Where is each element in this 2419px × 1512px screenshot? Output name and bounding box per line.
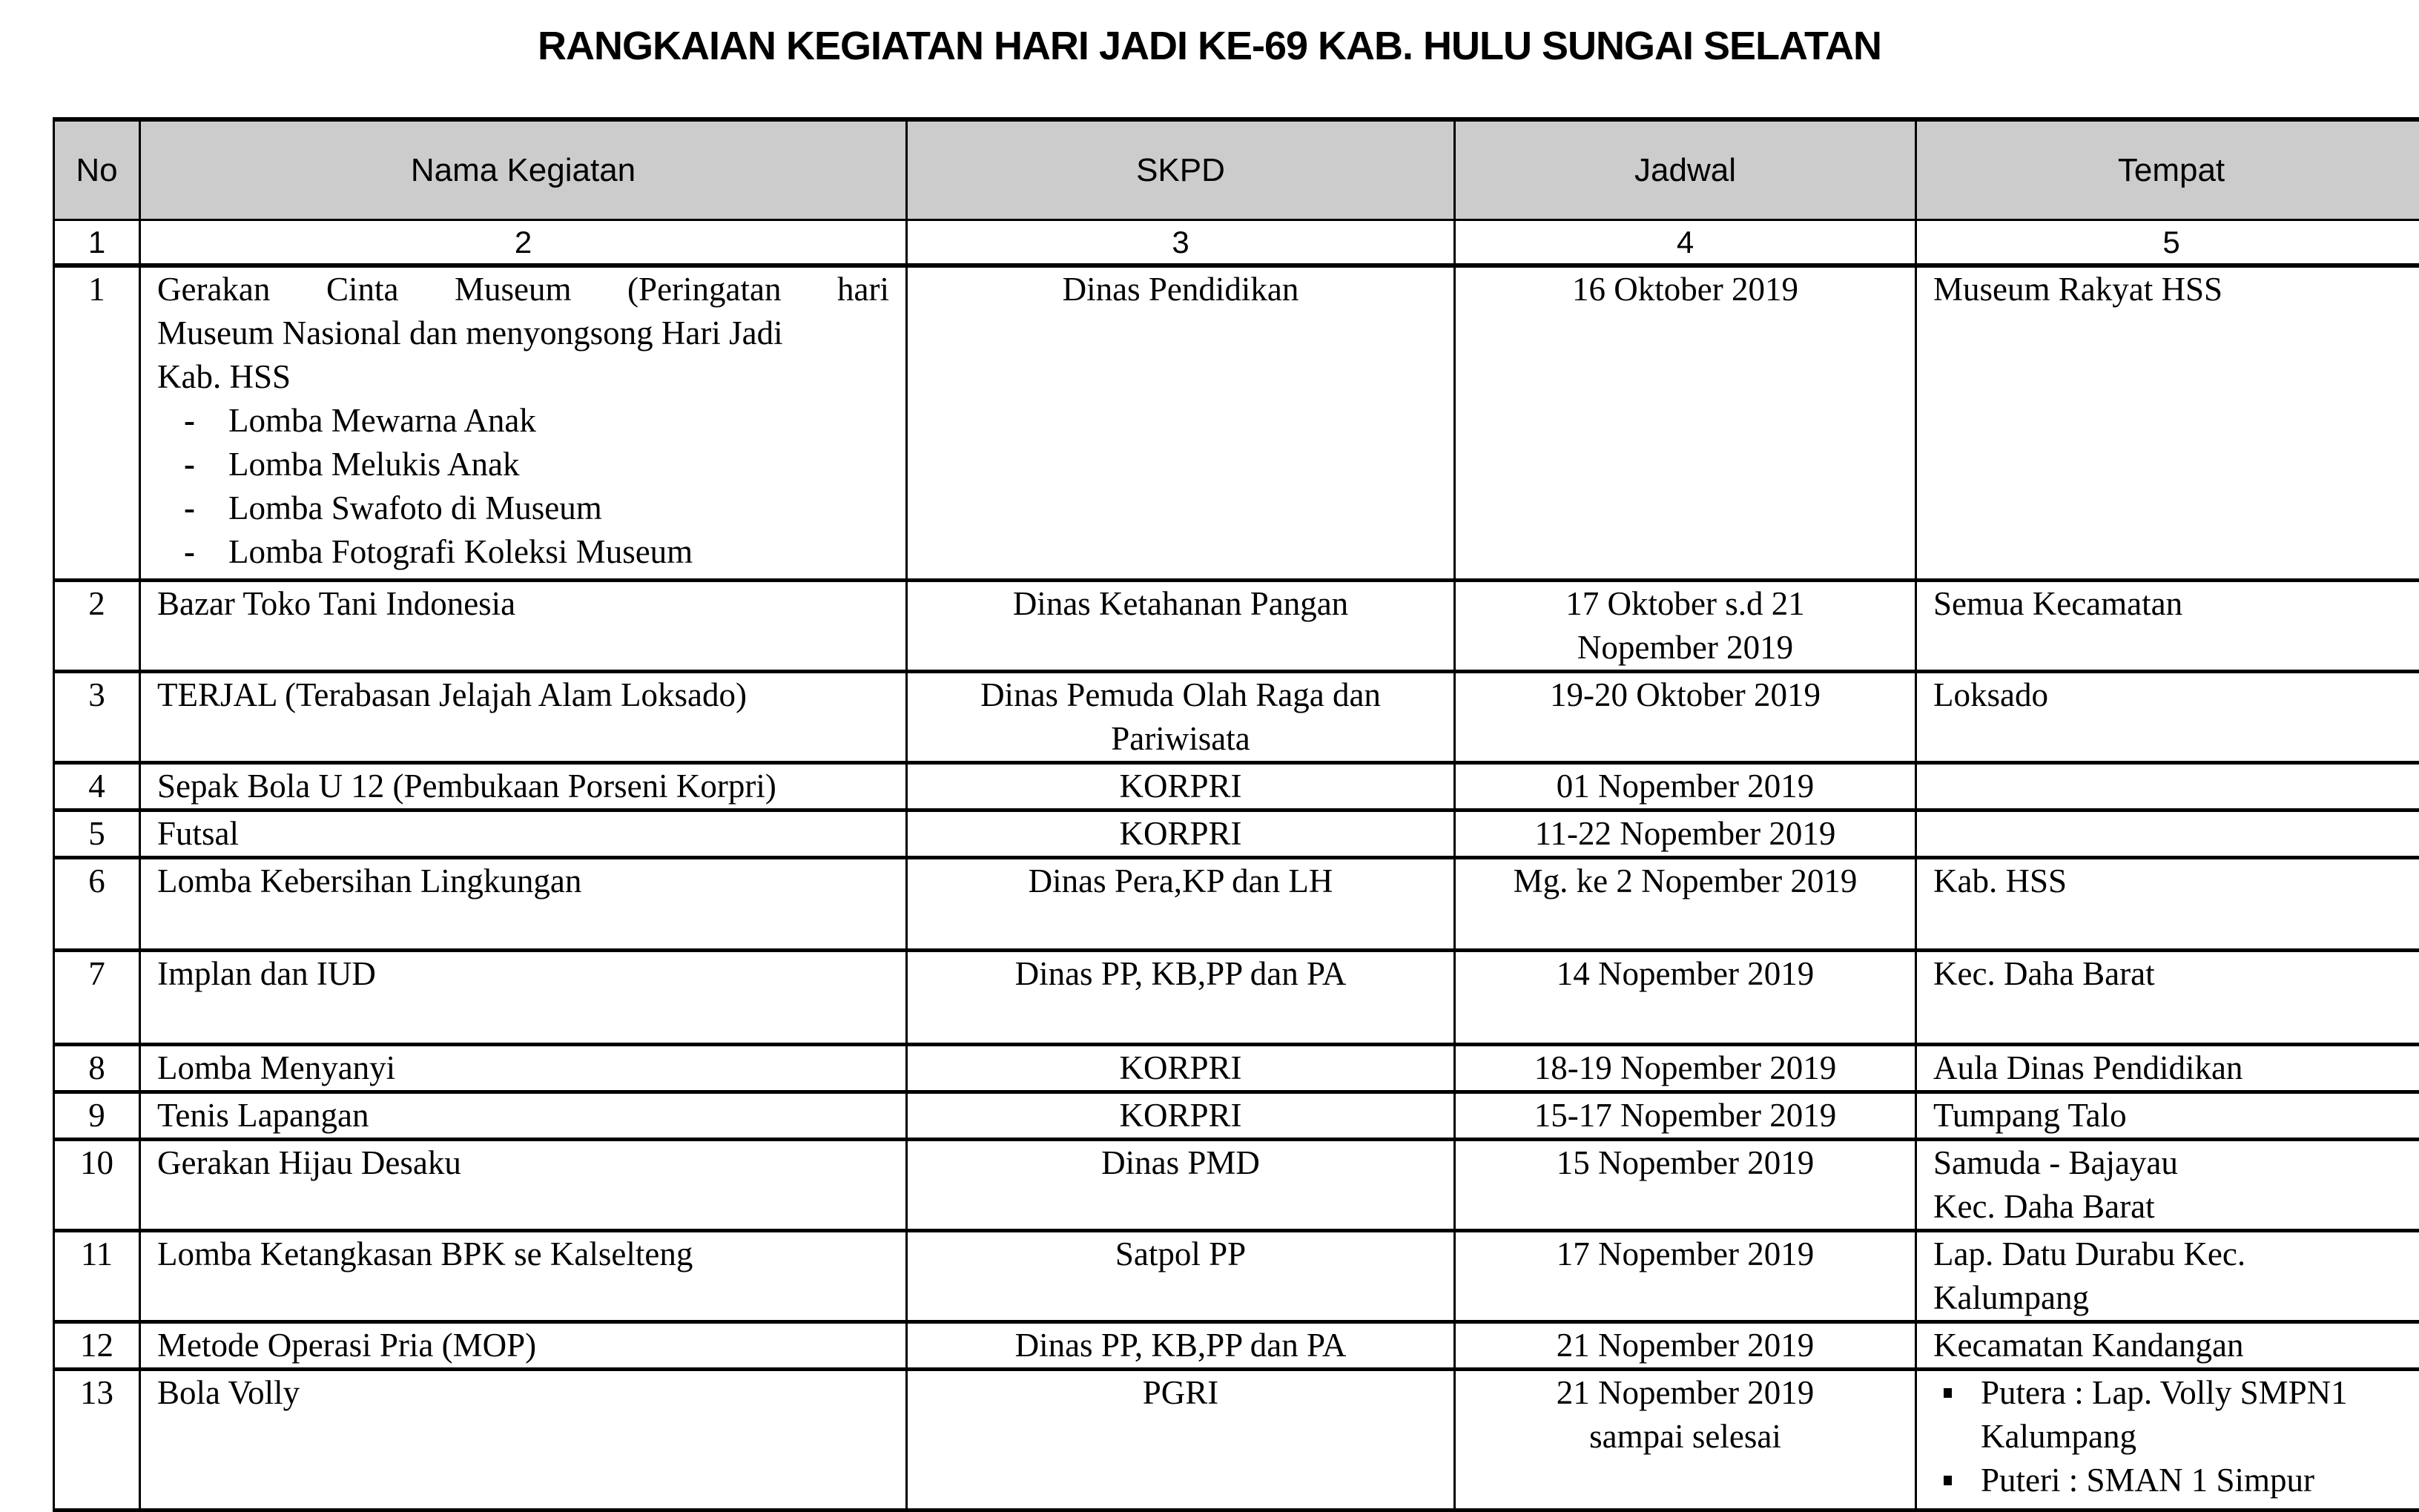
skpd-cell: KORPRI [907, 810, 1455, 857]
schedule-cell: 01 Nopember 2019 [1455, 762, 1916, 810]
row-number: 9 [54, 1092, 140, 1139]
schedule-line: sampai selesai [1472, 1415, 1898, 1459]
table-row [54, 950, 2419, 1044]
skpd-cell [907, 671, 1455, 762]
table-row [54, 1369, 2419, 1510]
schedule-line: Nopember 2019 [1472, 626, 1898, 670]
header-skpd: SKPD [907, 119, 1455, 220]
location-cell: Kab. HSS [1916, 857, 2419, 950]
skpd-cell: Dinas Pendidikan [907, 265, 1455, 580]
location-item: Putera : Lap. Volly SMPN1 Kalumpang [1933, 1371, 2409, 1459]
activity-cell: TERJAL (Terabasan Jelajah Alam Loksado) [140, 671, 907, 762]
row-number: 7 [54, 950, 140, 1044]
row-number: 2 [54, 580, 140, 671]
schedule-cell: Mg. ke 2 Nopember 2019 [1455, 857, 1916, 950]
activity-cell: Implan dan IUD [140, 950, 907, 1044]
table-row [54, 1092, 2419, 1139]
table-row [54, 265, 2419, 580]
location-cell: Tumpang Talo [1916, 1092, 2419, 1139]
location-cell: Aula Dinas Pendidikan [1916, 1044, 2419, 1092]
row-number: 3 [54, 671, 140, 762]
skpd-cell: KORPRI [907, 1092, 1455, 1139]
location-list [1933, 1371, 2409, 1502]
skpd-cell: KORPRI [907, 1044, 1455, 1092]
table-row [54, 762, 2419, 810]
schedule-cell: 16 Oktober 2019 [1455, 265, 1916, 580]
schedule-line: 17 Oktober s.d 21 [1472, 582, 1898, 626]
location-line: Kalumpang [1933, 1276, 2409, 1320]
activity-cell: Gerakan Hijau Desaku [140, 1139, 907, 1230]
location-cell [1916, 810, 2419, 857]
column-number: 3 [907, 220, 1455, 266]
column-number: 2 [140, 220, 907, 266]
table-row [54, 1321, 2419, 1369]
column-number: 1 [54, 220, 140, 266]
skpd-cell: Dinas PMD [907, 1139, 1455, 1230]
column-number: 4 [1455, 220, 1916, 266]
activity-cell: Tenis Lapangan [140, 1092, 907, 1139]
header-tempat: Tempat [1916, 119, 2419, 220]
row-number: 13 [54, 1369, 140, 1510]
schedule-cell: 18-19 Nopember 2019 [1455, 1044, 1916, 1092]
activity-text-line: Museum Nasional dan menyongsong Hari Jadi [157, 311, 889, 355]
skpd-cell: Dinas Pera,KP dan LH [907, 857, 1455, 950]
activity-cell: Metode Operasi Pria (MOP) [140, 1321, 907, 1369]
location-cell [1916, 762, 2419, 810]
sub-activity-list [157, 399, 889, 574]
row-number: 12 [54, 1321, 140, 1369]
schedule-cell [1455, 580, 1916, 671]
schedule-cell: 21 Nopember 2019 [1455, 1321, 1916, 1369]
schedule-cell: 15-17 Nopember 2019 [1455, 1092, 1916, 1139]
row-number: 5 [54, 810, 140, 857]
header-jadwal: Jadwal [1455, 119, 1916, 220]
activity-cell: Lomba Kebersihan Lingkungan [140, 857, 907, 950]
row-number: 10 [54, 1139, 140, 1230]
header-no: No [54, 119, 140, 220]
skpd-cell: KORPRI [907, 762, 1455, 810]
skpd-cell: Satpol PP [907, 1230, 1455, 1321]
activity-cell [140, 265, 907, 580]
schedule-cell [1455, 1369, 1916, 1510]
schedule-cell: 15 Nopember 2019 [1455, 1139, 1916, 1230]
sub-activity-item: - Lomba Fotografi Koleksi Museum [184, 530, 889, 574]
activity-cell: Bola Volly [140, 1369, 907, 1510]
row-number: 11 [54, 1230, 140, 1321]
skpd-cell: PGRI [907, 1369, 1455, 1510]
column-number: 5 [1916, 220, 2419, 266]
activities-table [53, 117, 2419, 1512]
skpd-cell: Dinas Ketahanan Pangan [907, 580, 1455, 671]
location-cell: Kec. Daha Barat [1916, 950, 2419, 1044]
skpd-line: Pariwisata [924, 717, 1437, 761]
table-row [54, 1139, 2419, 1230]
schedule-cell: 17 Nopember 2019 [1455, 1230, 1916, 1321]
row-number: 1 [54, 265, 140, 580]
activity-cell: Futsal [140, 810, 907, 857]
row-number: 8 [54, 1044, 140, 1092]
activity-cell: Sepak Bola U 12 (Pembukaan Porseni Korpri) [140, 762, 907, 810]
location-cell: Kecamatan Kandangan [1916, 1321, 2419, 1369]
row-number: 6 [54, 857, 140, 950]
table-row [54, 810, 2419, 857]
schedule-cell: 14 Nopember 2019 [1455, 950, 1916, 1044]
skpd-cell: Dinas PP, KB,PP dan PA [907, 950, 1455, 1044]
table-row [54, 1044, 2419, 1092]
sub-activity-item: - Lomba Melukis Anak [184, 443, 889, 486]
location-item: Puteri : SMAN 1 Simpur [1933, 1459, 2409, 1502]
skpd-line: Dinas Pemuda Olah Raga dan [924, 673, 1437, 717]
location-cell [1916, 1369, 2419, 1510]
schedule-cell: 19-20 Oktober 2019 [1455, 671, 1916, 762]
activity-text-line: Kab. HSS [157, 355, 889, 399]
location-cell [1916, 1139, 2419, 1230]
sub-activity-item: - Lomba Mewarna Anak [184, 399, 889, 443]
sub-activity-item: - Lomba Swafoto di Museum [184, 486, 889, 530]
activity-cell: Bazar Toko Tani Indonesia [140, 580, 907, 671]
activity-cell: Lomba Menyanyi [140, 1044, 907, 1092]
row-number: 4 [54, 762, 140, 810]
location-cell: Loksado [1916, 671, 2419, 762]
document-title: RANGKAIAN KEGIATAN HARI JADI KE-69 KAB. HULU SUNGAI SELATAN [0, 16, 2419, 76]
header-row [54, 119, 2419, 220]
table-row [54, 671, 2419, 762]
location-cell [1916, 1230, 2419, 1321]
location-cell: Semua Kecamatan [1916, 580, 2419, 671]
skpd-cell: Dinas PP, KB,PP dan PA [907, 1321, 1455, 1369]
table-row [54, 857, 2419, 950]
location-line: Samuda - Bajayau [1933, 1141, 2409, 1185]
table-row [54, 1230, 2419, 1321]
column-number-row [54, 220, 2419, 266]
location-cell: Museum Rakyat HSS [1916, 265, 2419, 580]
header-nama-kegiatan: Nama Kegiatan [140, 119, 907, 220]
activity-cell: Lomba Ketangkasan BPK se Kalselteng [140, 1230, 907, 1321]
activity-text-line: Gerakan Cinta Museum (Peringatan hari [157, 268, 889, 311]
schedule-line: 21 Nopember 2019 [1472, 1371, 1898, 1415]
location-line: Lap. Datu Durabu Kec. [1933, 1232, 2409, 1276]
location-line: Kec. Daha Barat [1933, 1185, 2409, 1229]
table-row [54, 580, 2419, 671]
schedule-cell: 11-22 Nopember 2019 [1455, 810, 1916, 857]
